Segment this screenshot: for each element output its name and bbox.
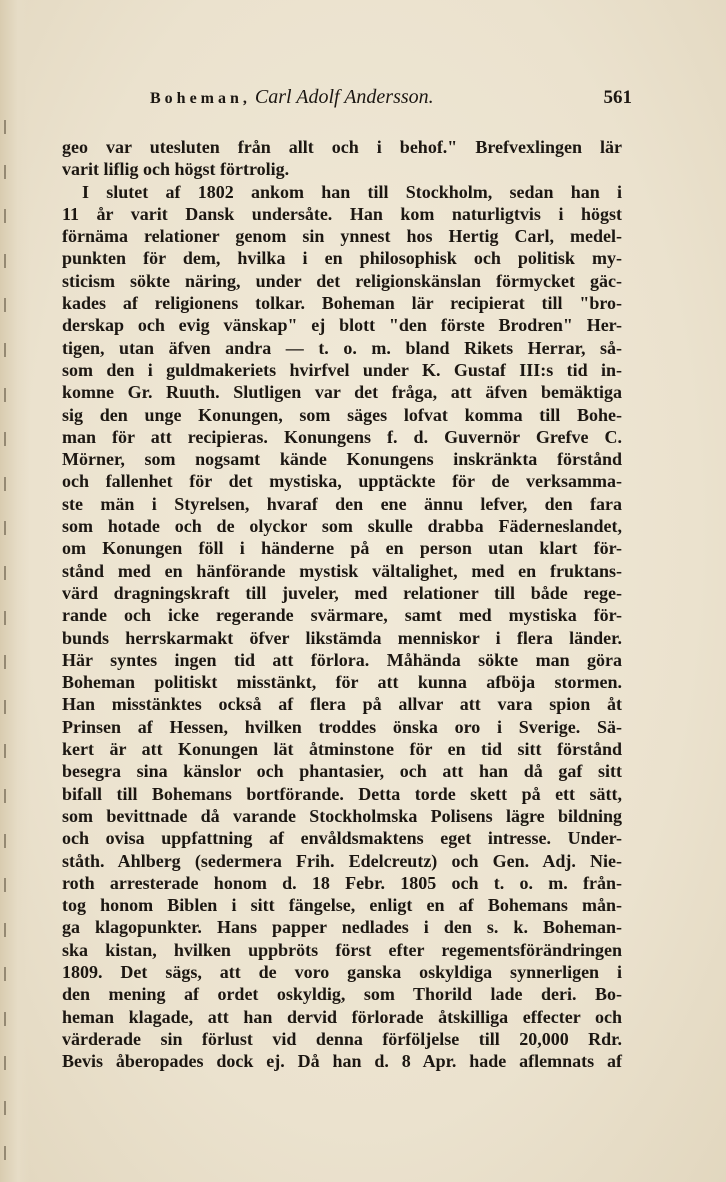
text-line: bunds herrskarmakt öfver likstämda menniskor i flera länder. (62, 627, 622, 648)
page-gutter (0, 0, 30, 1182)
text-line: och ovisa uppfattning af envåldsmaktens eget intresse. Under- (62, 828, 622, 849)
body-text (62, 136, 622, 1072)
text-line: 11 år varit Dansk undersåte. Han kom naturligtvis i högst (62, 203, 622, 224)
text-line: besegra sina känslor och phantasier, och att han då gaf sitt (62, 761, 622, 782)
text-line: Boheman politiskt misstänkt, för att kunna afböja stormen. (62, 672, 622, 693)
text-line: ståth. Ahlberg (sedermera Frih. Edelcreutz) och Gen. Adj. Nie- (62, 850, 622, 871)
gutter-marks (4, 120, 14, 1160)
text-line: heman klagade, att han dervid förlorade åtskilliga effecter och (62, 1006, 622, 1027)
text-line: tigen, utan äfven andra — t. o. m. bland Rikets Herrar, så- (62, 337, 622, 358)
page-number: 561 (603, 87, 632, 108)
text-line: kert är att Konungen lät åtminstone för en tid sitt förstånd (62, 739, 622, 760)
text-line: Bevis åberopades dock ej. Då han d. 8 Apr. hade aflemnats af (62, 1051, 622, 1072)
text-line: värderade sin förlust vid denna förföljelse till 20,000 Rdr. (62, 1028, 622, 1049)
text-line: Mörner, som nogsamt kände Konungens inskränkta förstånd (62, 449, 622, 470)
text-line: ska kistan, hvilken uppbröts först efter regementsförändringen (62, 939, 622, 960)
text-line: sig den unge Konungen, som säges lofvat komma till Bohe- (62, 404, 622, 425)
text-line: Prinsen af Hessen, hvilken troddes önska oro i Sverige. Sä- (62, 716, 622, 737)
text-line: komne Gr. Ruuth. Slutligen var det fråga, att äfven bemäktiga (62, 382, 622, 403)
text-line: värd dragningskraft till juveler, med relationer till både rege- (62, 582, 622, 603)
text-line: om Konungen föll i händerne på en person utan klart för- (62, 538, 622, 559)
text-line: som hotade och de olyckor som skulle drabba Fäderneslandet, (62, 516, 622, 537)
text-line: som den i guldmakeriets hvirfvel under K. Gustaf III:s tid in- (62, 359, 622, 380)
text-line: som bevittnade då varande Stockholmska Polisens lägre bildning (62, 805, 622, 826)
text-line: roth arresterade honom d. 18 Febr. 1805 och t. o. m. från- (62, 872, 622, 893)
text-line: ga klagopunkter. Hans papper nedlades i den s. k. Boheman- (62, 917, 622, 938)
text-line: Han misstänktes också af flera på allvar att vara spion åt (62, 694, 622, 715)
text-line: tog honom Biblen i sitt fängelse, enligt en af Bohemans mån- (62, 895, 622, 916)
header-fullname: Carl Adolf Andersson. (254, 86, 434, 108)
running-header (150, 86, 632, 116)
text-line: och fallenhet för det mystiska, upptäckte för de verksamma- (62, 471, 622, 492)
text-line: stånd med en hänförande mystisk vältalighet, med en fruktans- (62, 560, 622, 581)
header-surname: Boheman, (150, 90, 251, 107)
text-line: rande och icke regerande svärmare, samt med mystiska för- (62, 605, 622, 626)
text-line: ste män i Styrelsen, hvaraf den ene ännu lefver, den fara (62, 493, 622, 514)
text-line: I slutet af 1802 ankom han till Stockholm, sedan han i (82, 181, 622, 202)
text-line: förnäma relationer genom sin ynnest hos Hertig Carl, medel- (62, 226, 622, 247)
text-line: punkten för dem, hvilka i en philosophisk och politisk my- (62, 248, 622, 269)
text-line: kades af religionens tolkar. Boheman lär recipierat till "bro- (62, 293, 622, 314)
text-line: bifall till Bohemans bortförande. Detta torde skett på ett sätt, (62, 783, 622, 804)
text-line: 1809. Det sägs, att de voro ganska oskyldiga synnerligen i (62, 961, 622, 982)
text-line: den mening af ordet oskyldig, som Thorild lade deri. Bo- (62, 984, 622, 1005)
text-line: geo var utesluten från allt och i behof." Brefvexlingen lär (62, 137, 622, 157)
text-line: Här syntes ingen tid att förlora. Måhända sökte man göra (62, 649, 622, 670)
text-line: varit liflig och högst förtrolig. (62, 159, 290, 180)
text-line: derskap och evig vänskap" ej blott "den förste Brodren" Her- (62, 315, 622, 336)
text-line: sticism sökte näring, under det religionskänslan förmycket gäc- (62, 270, 622, 291)
text-line: man för att recipieras. Konungens f. d. Guvernör Grefve C. (62, 426, 622, 447)
